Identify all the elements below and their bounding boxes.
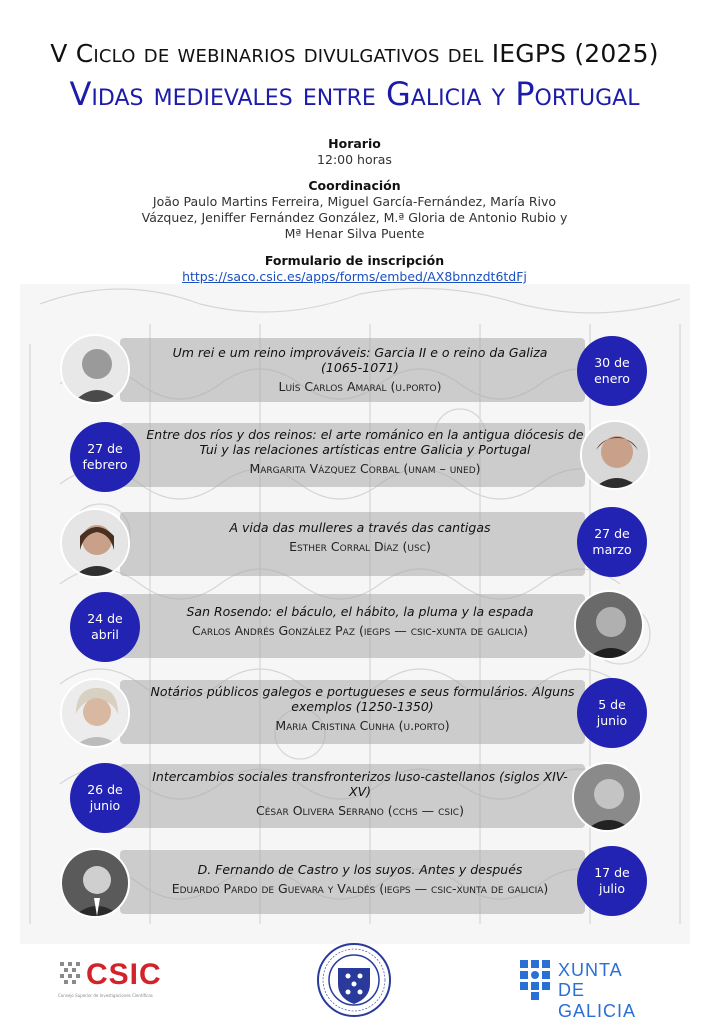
date-badge-3 <box>577 507 647 577</box>
horario-label: Horario <box>328 136 381 151</box>
talk-1-speaker: Luís Carlos Amaral (u.porto) <box>278 379 442 394</box>
talk-6 <box>150 769 570 818</box>
talk-3 <box>150 520 570 554</box>
date-6-month: junio <box>89 798 121 813</box>
coordination-line-1: João Paulo Martins Ferreira, Miguel García-Fernández, María Rivo <box>152 194 557 209</box>
cycle-title: V Ciclo de webinarios divulgativos del IEGPS (2025) <box>50 39 659 68</box>
coordination-line-3: Mª Henar Silva Puente <box>284 226 425 241</box>
date-badge-5 <box>577 678 647 748</box>
talk-6-speaker: César Olivera Serrano (cchs — csic) <box>256 803 464 818</box>
csic-subtext: Consejo Superior de Investigaciones Científicas <box>58 993 153 998</box>
date-7-month: julio <box>598 881 625 896</box>
talk-4-speaker: Carlos Andrés González Paz (iegps — csic-xunta de galicia) <box>192 623 528 638</box>
coordination-line-2: Vázquez, Jeniffer Fernández González, M.ª Gloria de Antonio Rubio y <box>141 210 568 225</box>
date-badge-2 <box>70 422 140 492</box>
talk-7-title: D. Fernando de Castro y los suyos. Antes y después <box>197 862 523 877</box>
talk-3-title: A vida das mulleres a través das cantigas <box>229 520 491 535</box>
talk-6-title: Intercambios sociales transfronterizos luso-castellanos (siglos XIV-XV) <box>152 769 568 799</box>
talk-7 <box>135 862 585 896</box>
iegps-seal-logo <box>316 942 392 1018</box>
talk-4 <box>140 604 580 638</box>
speaker-photo-5 <box>60 678 130 748</box>
date-7-day: 17 de <box>594 865 630 880</box>
xunta-logo <box>520 958 660 1021</box>
speaker-photo-4 <box>574 590 644 660</box>
talk-7-speaker: Eduardo Pardo de Guevara y Valdés (iegps — csic-xunta de galicia) <box>171 881 549 896</box>
csic-logo <box>58 958 188 1004</box>
xunta-flag-icon <box>520 960 550 1000</box>
date-badge-7 <box>577 846 647 916</box>
date-4-day: 24 de <box>87 611 123 626</box>
date-1-month: enero <box>594 371 630 386</box>
csic-emblem-icon <box>58 960 82 990</box>
speaker-photo-7 <box>60 848 130 918</box>
series-title: Vidas medievales entre Galicia y Portugal <box>69 75 640 113</box>
talk-5-title: Notários públicos galegos e portugueses e seus formulários. Alguns exemplos (1250-1350) <box>150 684 575 714</box>
talk-1 <box>150 345 570 394</box>
csic-wordmark: CSIC <box>86 958 162 991</box>
xunta-line-1: XUNTA <box>558 960 623 980</box>
header <box>0 38 709 114</box>
registration-link-line-1: https://saco.csic.es/apps/forms/embed/AX8bnnzdt6tdFj <box>182 269 527 284</box>
schedule-block <box>0 136 709 168</box>
xunta-line-2: DE GALICIA <box>558 980 637 1021</box>
date-2-day: 27 de <box>87 441 123 456</box>
talk-2-speaker: Margarita Vázquez Corbal (unam – uned) <box>249 461 481 476</box>
date-4-month: abril <box>91 627 119 642</box>
date-5-day: 5 de <box>598 697 626 712</box>
talk-1-title: Um rei e um reino improváveis: Garcia II e o reino da Galiza (1065-1071) <box>172 345 548 375</box>
coordination-block <box>0 178 709 242</box>
talk-2 <box>145 427 585 476</box>
date-2-month: febrero <box>82 457 128 472</box>
talk-4-title: San Rosendo: el báculo, el hábito, la pluma y la espada <box>186 604 534 619</box>
talk-2-title: Entre dos ríos y dos reinos: el arte románico en la antigua diócesis de Tui y las relaciones artísticas entre Galicia y Portugal <box>146 427 584 457</box>
talk-5-speaker: Maria Cristina Cunha (u.porto) <box>275 718 450 733</box>
speaker-photo-3 <box>60 508 130 578</box>
horario-value: 12:00 horas <box>317 152 392 167</box>
speaker-photo-2 <box>580 420 650 490</box>
date-3-month: marzo <box>592 542 632 557</box>
date-badge-1 <box>577 336 647 406</box>
speaker-photo-6 <box>572 762 642 832</box>
registration-label: Formulario de inscripción <box>264 253 445 268</box>
date-5-month: junio <box>596 713 628 728</box>
date-6-day: 26 de <box>87 782 123 797</box>
coordination-label: Coordinación <box>308 178 401 193</box>
footer <box>0 940 709 1024</box>
date-badge-4 <box>70 592 140 662</box>
date-3-day: 27 de <box>594 526 630 541</box>
talk-3-speaker: Esther Corral Díaz (usc) <box>289 539 431 554</box>
date-badge-6 <box>70 763 140 833</box>
date-1-day: 30 de <box>594 355 630 370</box>
speaker-photo-1 <box>60 334 130 404</box>
talk-5 <box>150 684 575 733</box>
